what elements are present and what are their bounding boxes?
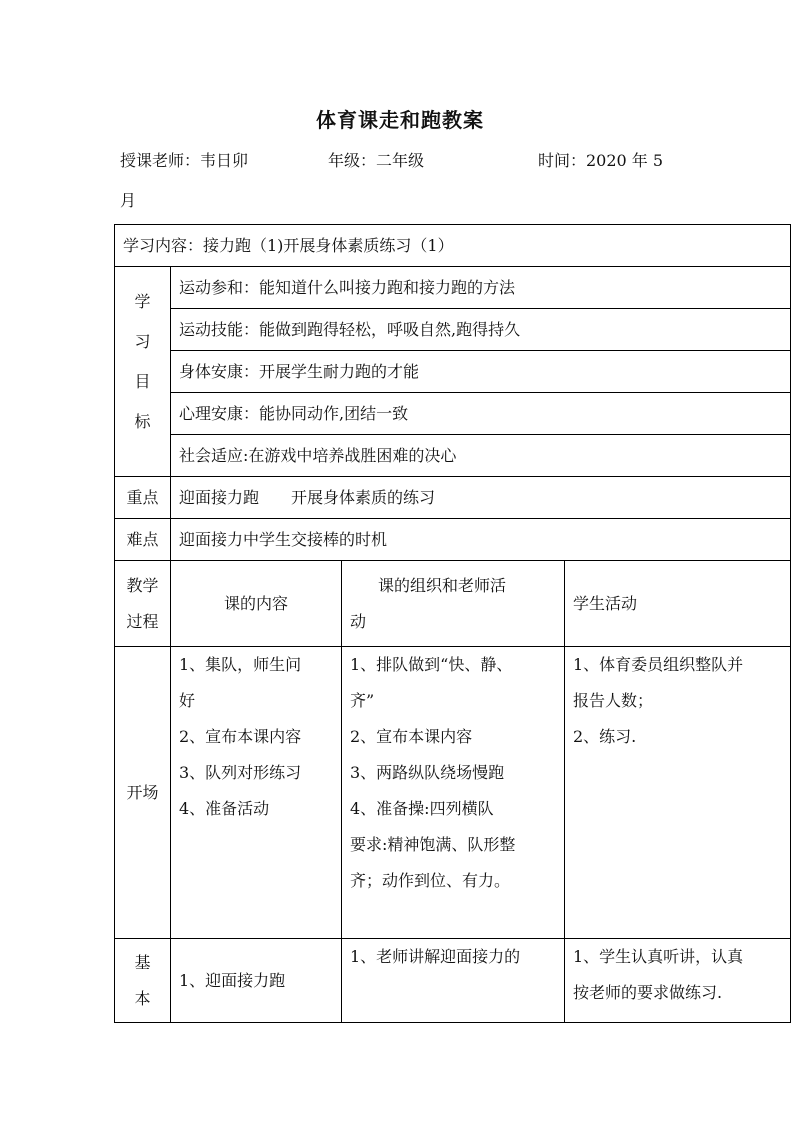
difficulty-row	[115, 519, 791, 561]
process-header-row	[115, 561, 791, 647]
column-student-header: 学生活动	[565, 561, 791, 647]
column-content-header: 课的内容	[171, 561, 342, 647]
goal-row	[115, 351, 791, 393]
goal-row	[115, 267, 791, 309]
time-field: 时间：2020 年 5	[538, 151, 664, 170]
basic-student: 1、学生认真听讲，认真 按老师的要求做练习.	[565, 939, 791, 1023]
goal-item: 心理安康：能协同动作,团结一致	[171, 393, 791, 435]
column-organization-header: 课的组织和老师活 动	[342, 561, 565, 647]
opening-organization: 1、排队做到“快、静、 齐” 2、宣布本课内容 3、两路纵队绕场慢跑 4、准备操:四列横队 要求:精神饱满、队形整 齐；动作到位、有力。	[342, 647, 565, 939]
opening-content: 1、集队，师生问 好 2、宣布本课内容 3、队列对形练习 4、准备活动	[171, 647, 342, 939]
goal-item: 身体安康：开展学生耐力跑的才能	[171, 351, 791, 393]
difficulty-label: 难点	[115, 519, 171, 561]
goal-row	[115, 309, 791, 351]
key-point: 迎面接力跑 开展身体素质的练习	[171, 477, 791, 519]
teacher-field: 授课老师：韦日卯	[120, 151, 249, 170]
process-label: 教学 过程	[115, 561, 171, 647]
opening-label: 开场	[115, 647, 171, 939]
content-row	[115, 225, 791, 267]
basic-organization: 1、老师讲解迎面接力的	[342, 939, 565, 1023]
key-point-row	[115, 477, 791, 519]
goal-row	[115, 393, 791, 435]
document-title: 体育课走和跑教案	[316, 108, 484, 132]
goal-item: 社会适应:在游戏中培养战胜困难的决心	[171, 435, 791, 477]
difficulty: 迎面接力中学生交接棒的时机	[171, 519, 791, 561]
goal-row	[115, 435, 791, 477]
opening-student: 1、体育委员组织整队并 报告人数； 2、练习.	[565, 647, 791, 939]
opening-row	[115, 647, 791, 939]
basic-row	[115, 939, 791, 1023]
lesson-plan-table	[114, 224, 791, 1023]
learning-content: 学习内容：接力跑（1)开展身体素质练习（1）	[115, 225, 791, 267]
basic-label: 基 本	[115, 939, 171, 1023]
goal-item: 运动参和：能知道什么叫接力跑和接力跑的方法	[171, 267, 791, 309]
goals-label: 学 习 目 标	[115, 267, 171, 477]
time-field-continuation: 月	[120, 191, 137, 210]
key-point-label: 重点	[115, 477, 171, 519]
goal-item: 运动技能：能做到跑得轻松，呼吸自然,跑得持久	[171, 309, 791, 351]
basic-content: 1、迎面接力跑	[171, 939, 342, 1023]
grade-field: 年级：二年级	[328, 151, 425, 170]
